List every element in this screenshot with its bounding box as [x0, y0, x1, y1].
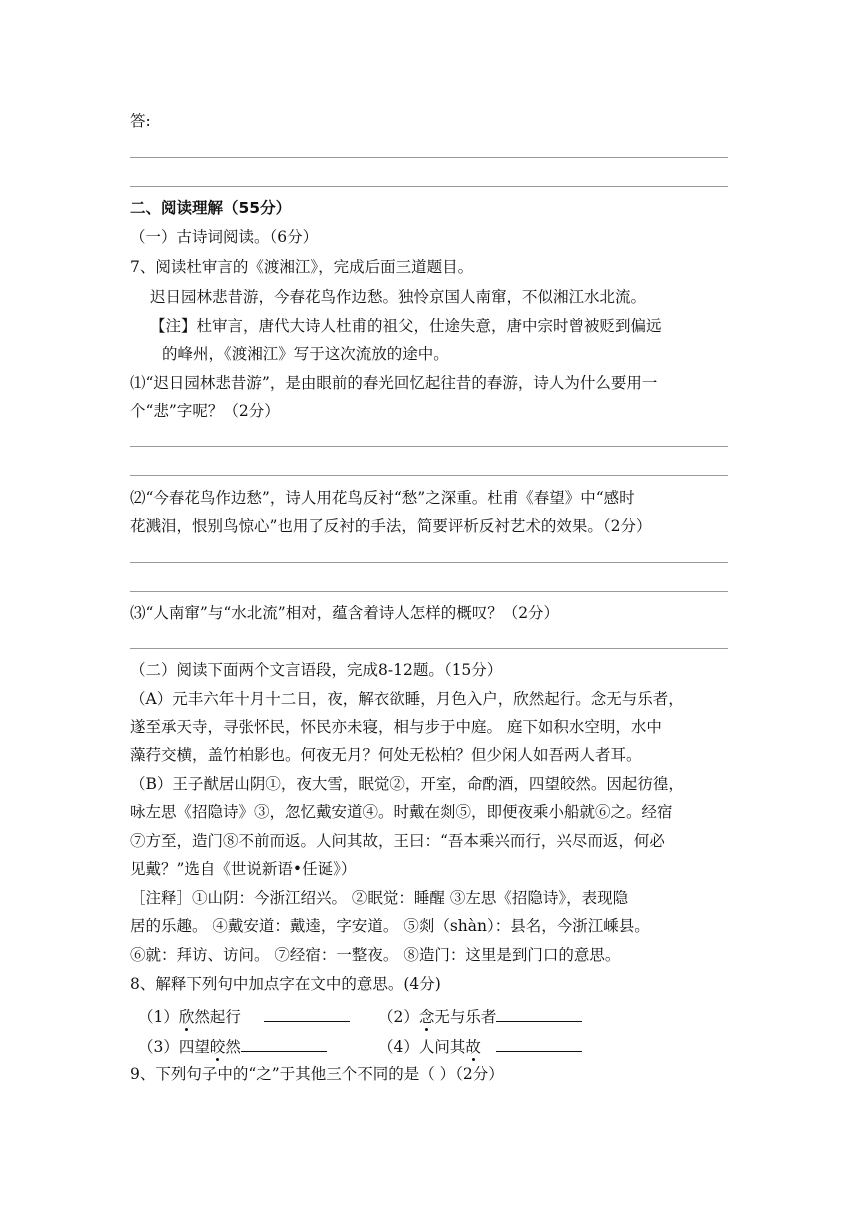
- answer-blank[interactable]: [264, 1005, 350, 1022]
- answer-rule-7: [130, 648, 728, 649]
- question-7-1-line-2: 个“悲”字呢？（2分）: [130, 402, 280, 420]
- part1-title: （一）古诗词阅读。（6分）: [130, 228, 319, 246]
- notes-line-1: ［注释］①山阴：今浙江绍兴。 ②眠觉：睡醒 ③左思《招隐诗》，表现隐: [130, 889, 629, 907]
- answer-blank[interactable]: [241, 1035, 327, 1052]
- answer-rule-6: [130, 591, 728, 592]
- passage-a-line-2: 遂至承天寺，寻张怀民，怀民亦未寝，相与步于中庭。 庭下如积水空明，水中: [130, 718, 662, 736]
- q8-item-1: [138, 1005, 350, 1027]
- question-9: 9、下列句子中的“之”于其他三个不同的是（ ）（2分）: [130, 1065, 504, 1083]
- answer-rule-4: [130, 475, 728, 476]
- question-7-2-line-2: 花溅泪，恨别鸟惊心”也用了反衬的手法，简要评析反衬艺术的效果。（2分）: [130, 517, 652, 535]
- q8-item-text-after: 然: [225, 1038, 241, 1056]
- q8-item-3: [138, 1035, 327, 1057]
- q8-item-number: （2）: [378, 1008, 419, 1026]
- q8-item-2: [378, 1005, 582, 1027]
- passage-b-line-1: （B）王子猷居山阴①，夜大雪，眠觉②，开室，命酌酒，四望皎然。因起彷徨，: [130, 775, 684, 793]
- q8-item-4: [378, 1035, 582, 1057]
- question-7-1-line-1: ⑴“迟日园林悲昔游”，是由眼前的春光回忆起往昔的春游，诗人为什么要用一: [130, 374, 658, 392]
- answer-rule-3: [130, 446, 728, 447]
- answer-rule-5: [130, 562, 728, 563]
- section-heading: 二、阅读理解（55分）: [130, 199, 292, 217]
- q8-item-number: （3）: [138, 1038, 179, 1056]
- answer-rule-2: [130, 186, 728, 187]
- question-8: 8、解释下列句中加点字在文中的意思。(4分): [130, 975, 441, 993]
- answer-blank[interactable]: [496, 1005, 582, 1022]
- passage-b-line-3: ⑦方至，造门⑧不前而返。人问其故，王曰：“吾本乘兴而行，兴尽而返，何必: [130, 832, 665, 850]
- dotted-character: 皎: [209, 1038, 226, 1056]
- notes-line-3: ⑥就：拜访、访问。 ⑦经宿：一整夜。 ⑧造门：这里是到门口的意思。: [130, 946, 621, 964]
- poem-note-line-2: 的峰州，《渡湘江》写于这次流放的途中。: [162, 345, 449, 363]
- dotted-character: 念: [418, 1008, 435, 1026]
- poem-text: 迟日园林悲昔游，今春花鸟作边愁。独怜京国人南窜，不似湘江水北流。: [150, 288, 647, 306]
- passage-a-line-1: （A）元丰六年十月十二日，夜，解衣欲睡，月色入户，欣然起行。念无与乐者，: [130, 690, 684, 708]
- q8-item-text-before: 人问其: [418, 1038, 466, 1056]
- dotted-character: 欣: [178, 1008, 195, 1026]
- notes-line-2: 居的乐趣。 ④戴安道：戴逵，字安道。 ⑤剡（shàn）：县名，今浙江嵊县。: [130, 917, 650, 935]
- q8-item-number: （1）: [138, 1008, 179, 1026]
- answer-blank[interactable]: [496, 1035, 582, 1052]
- dotted-character: 故: [465, 1038, 481, 1056]
- passage-b-line-4: 见戴？”选自《世说新语•任诞》）: [130, 860, 357, 878]
- answer-label: 答:: [130, 112, 151, 130]
- question-7-2-line-1: ⑵“今春花鸟作边愁”，诗人用花鸟反衬“愁”之深重。杜甫《春望》中“感时: [130, 489, 635, 507]
- passage-a-line-3: 藻荇交横，盖竹柏影也。何夜无月？何处无松柏？但少闲人如吾两人者耳。: [130, 746, 642, 764]
- q8-item-text-after: 然起行: [194, 1008, 241, 1026]
- passage-b-line-2: 咏左思《招隐诗》③，忽忆戴安道④。时戴在剡⑤，即便夜乘小船就⑥之。经宿: [130, 803, 673, 821]
- question-7-intro: 7、阅读杜审言的《渡湘江》，完成后面三道题目。: [130, 258, 474, 276]
- question-7-3: ⑶“人南窜”与“水北流”相对，蕴含着诗人怎样的概叹？（2分）: [130, 604, 560, 622]
- q8-item-text-after: 无与乐者: [434, 1008, 497, 1026]
- part2-title: （二）阅读下面两个文言语段，完成8-12题。（15分）: [130, 661, 503, 679]
- q8-item-text-before: 四望: [178, 1038, 210, 1056]
- answer-rule-1: [130, 157, 728, 158]
- q8-item-number: （4）: [378, 1038, 419, 1056]
- poem-note-line-1: 【注】杜审言，唐代大诗人杜甫的祖父，仕途失意，唐中宗时曾被贬到偏远: [150, 317, 662, 335]
